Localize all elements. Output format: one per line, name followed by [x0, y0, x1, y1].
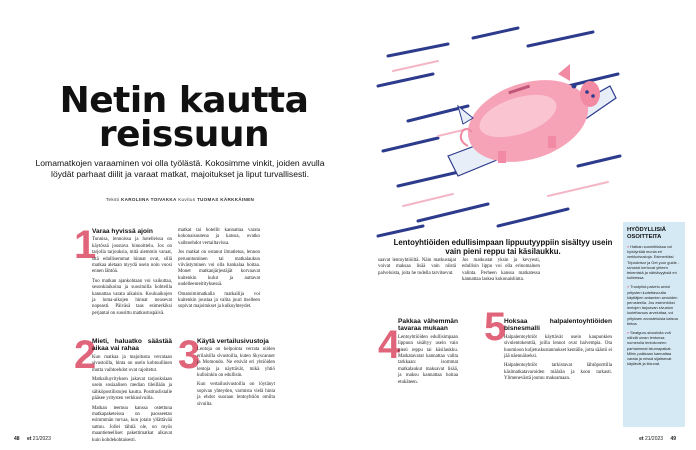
- article-headline: [44, 80, 324, 155]
- section-1-paragraph: Tunnisa, lennoissa ja hotelleissa on käytössä joustava hinnoittelu. Jos on tarjolla tarjouksia, mitä aiemmin varaat, sitä edullisemmat hinnat ovat, sillä matkaa aletaan myydä usein noin vuosi ennen lähtöä.: [92, 237, 172, 275]
- sidebar-item: [627, 244, 681, 280]
- credits-photo-label: Kuvitus: [178, 197, 196, 202]
- headline-line-2: reissuun: [98, 114, 270, 155]
- pig-leg: [548, 136, 556, 148]
- bullet-icon: »: [627, 284, 631, 290]
- credits-illustrator: TUOMAS KÄRKKÄINEN: [196, 197, 255, 202]
- section-number-1: 1: [74, 223, 97, 267]
- right-intro-paragraph: saavat lentoyhtiöiltä. Näin matkustajat voivat maksaa lisää vain niistä palveluista, joita he todella tarvitsevat.: [378, 258, 456, 276]
- credits-text-label: Teksti: [105, 197, 120, 202]
- sidebar-item-text: Hatkan suomitiloissa voi hyödyntää monia eri verkkoivustoja. Esimerkiksi Tripadvisor ja Get your guide -sivustot kertovat yhteen tekemistä ja nähtävyyksiä eri kohteissa.: [627, 244, 680, 281]
- right-intro-column: [378, 258, 456, 314]
- pig-nostril: [591, 94, 595, 98]
- section-2-body: [92, 338, 172, 443]
- middle-paragraph: Omatoimimatkalla matkailija voi kuitenkin joustaa ja valita juuri itselleen sopivat majoitukset ja kulkuyhteydet.: [178, 291, 260, 310]
- hero-illustration: [378, 26, 620, 248]
- section-1-body: [92, 228, 172, 328]
- section-2-paragraph: Matkailuyrityksen jakavat tarjouksiaan usein sosiaalisen median tileillään ja sähköpostilistojen kautta. Postituslistalle pääsee yritysten verkkosivuilla.: [92, 377, 172, 402]
- section-2-paragraph: Kun matkaa ja majoitusta verrataan sivustoilla, hinta on usein kohtuullinen mutta vaihtoehdot ovat rajoitetut.: [92, 354, 172, 373]
- section-title-4: Pakkaa vähemmän tavaraa mukaan: [398, 318, 458, 333]
- section-2-paragraph: Matkan teemuu kanssa ostettuna matkapaketeissa on paosseetan esimmmän turvaa, kun jotain yllättävää sattuu. Jollei tähtiä ole, on myös maantieteelliset pakettimatkat alkavat kuin kohdekohtaisesti.: [92, 405, 172, 443]
- section-title-1: Varaa hyvissä ajoin: [92, 228, 153, 235]
- magazine-name-right: et: [639, 436, 644, 442]
- bullet-icon: »: [627, 330, 631, 336]
- pig-leg: [498, 151, 506, 163]
- section-number-5: 5: [484, 305, 507, 349]
- pig-nostril: [585, 90, 589, 94]
- useful-links-sidebar: [623, 222, 685, 427]
- sidebar-title: HYÖDYLLISIÄ OSOITTEITA: [627, 227, 666, 240]
- middle-paragraph: Jos matkat on ostanut ilmatietoa, lennon peruuntuminen tai matkalaukun viivästyminen voi olla hankalaa hoitaa. Monet matkanjärjestäjät korvaavat kuitenkin kulut ja auttavat uudelleenreitityksessä.: [178, 250, 260, 288]
- middle-paragraph: matkat tai hotellit kannattaa varata kokonaisuutena ja katsoa, ovatko vaihtoehdot vertailtavissa.: [178, 228, 260, 246]
- article-credits: [30, 197, 330, 202]
- section-number-3: 3: [178, 333, 201, 377]
- section-1-paragraph: Tuo matkan ajankohtaan voi vaikuttaa, sesonkiaikoina ja suosituilla kohteilla kannattaa varata aikaisin. Kouluaikojen ja loma-aikojen hinnat nousevat nopeasti. Päiväsä taas esimerkiksi perjantai on suosittu matkustuspäivä.: [92, 278, 172, 316]
- pig-eye: [572, 84, 577, 89]
- pig-ear: [558, 64, 570, 81]
- right-intro-paragraph: Jos matkustat yksin ja kevyesti, edullisin lippu voi olla erinomainen valinta. Perheen kanssa matkatessa kannattaa laskea kokonaishinta.: [462, 258, 540, 283]
- pig-snout: [580, 81, 600, 107]
- credits-author: KAROLIINA TOIVAKKA: [121, 197, 177, 202]
- headline-line-1: Netin kautta: [59, 80, 309, 121]
- section-title-3: Käytä vertailusivustoja: [197, 338, 269, 345]
- section-3-paragraph: Lentoja on helpointa verrata niiden erilaisilla sivustoilla, kuten Skyscanner ja Momondo. Ne etsivät eri yhtiöiden lentoja ja näyttävät, mikä yhtiö kulloinkin on edullisin.: [197, 347, 275, 379]
- section-5-paragraph: Halpalentoyhtiöt tarkistavat lähtöporttilla käsimatkatavaroiden määrän ja koon tarkasti. Ylimenevästä joutuu maksamaan.: [504, 363, 612, 382]
- page-number-left: 48: [14, 436, 20, 442]
- section-number-4: 4: [378, 323, 401, 367]
- section-3-paragraph: Kun vertailusivustoilla on löytänyt sopivan yhteyden, varmista vielä hinta ja ehdot suoraan lentoyhtiön omilta sivuilta.: [197, 382, 275, 407]
- section-3-body: [197, 338, 275, 436]
- bullet-icon: »: [627, 244, 631, 249]
- section-title-2: Mieti, haluatko säästää aikaa vai rahaa: [92, 338, 172, 353]
- section-4-paragraph: Lentoyhtiöiden edullisimpaan lippuun sisältyy usein vain pieni reppu tai käsilaukku. Matkatavarat kannattaa valita tarkkaan: isommat matkalaukut maksavat lisää, ja maksu kannattaa hoitaa etukäteen.: [398, 334, 458, 385]
- magazine-name-left: et: [26, 436, 32, 442]
- sidebar-item: [627, 284, 681, 326]
- section-5-paragraph: Halpalentoyhtiöt käyttävät usein kaupunkien sivulentokenttiä, joilla lennot ovat halvempia. Ota huomioon kuljetuskustannukset kentälle, jotta säästö ei jää näennäiseksi.: [504, 334, 612, 360]
- flying-piggy-bank-illustration: [378, 26, 620, 248]
- section-5-body: [504, 318, 612, 436]
- section-title-5: Hoksaa halpalentoyhtiöiden bisnesmalli: [504, 318, 612, 333]
- page-number-right: 49: [670, 436, 676, 442]
- illustration-caption: Lentoyhtiöiden edullisimpaan lippuutyyppiin sisältyy usein vain pieni reppu tai käsilaukku.: [393, 238, 613, 257]
- issue-left: 21/2023: [32, 436, 51, 442]
- article-lede: Lomamatkojen varaaminen voi olla työlästä. Kokosimme vinkit, joiden avulla löydät parhaat diilit ja varaat matkat, majoitukset ja liput turvallisesti.: [35, 158, 325, 179]
- middle-column: [178, 228, 260, 333]
- footer-right: [639, 436, 682, 442]
- footer-left: [14, 436, 51, 442]
- sidebar-item-text: Seatguru-sivustolta voit nähdä oman lentonsa numerolla lentokoneen parhaimmat istumapaikat. Mihin paikkaan kannattaa varata ja missä sijaitsevat käytävät ja ikkunat.: [627, 330, 672, 367]
- sidebar-item: [627, 330, 681, 366]
- section-4-body: [398, 318, 458, 436]
- sidebar-item-text: Trustpilot-palvelu arvioi yritysten luotettavuutta käyttäjien antamien arvioiden perusteella. Jos esimerkiksi lentojen tarjoavan sivuston luotettavuus arveluttaa, voi yrityksen arvosteluista katsoa tietoa.: [627, 284, 678, 326]
- issue-right: 21/2023: [644, 436, 664, 442]
- section-number-2: 2: [74, 333, 97, 377]
